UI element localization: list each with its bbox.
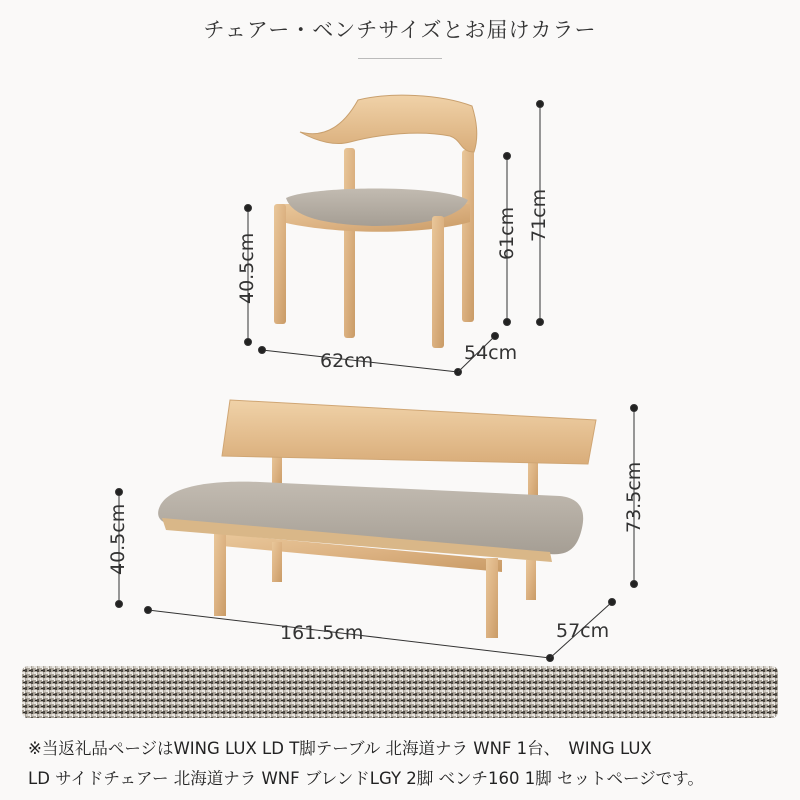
chair-drawing [274,95,477,348]
chair-seat-height-label: 40.5cm [236,232,258,304]
chair-arm-height-label: 61cm [496,206,518,260]
bench-seat-height-label: 40.5cm [107,503,129,575]
chair-total-height-label: 71cm [528,188,550,242]
page-title: チェアー・ベンチサイズとお届けカラー [203,18,597,42]
chair-depth-label: 54cm [464,342,518,364]
bench-total-height-label: 73.5cm [623,461,645,533]
bench-width-label: 161.5cm [280,622,364,644]
note-line-2: LD サイドチェアー 北海道ナラ WNF ブレンドLGY 2脚 ベンチ160 1脚 セットページです。 [28,769,704,788]
fabric-texture [22,666,778,718]
bench-depth-label: 57cm [556,620,610,642]
product-note [28,734,778,794]
note-line-1: ※当返礼品ページはWING LUX LD T脚テーブル 北海道ナラ WNF 1台、 WING LUX [28,739,652,758]
chair-width-label: 62cm [320,350,374,372]
bench-drawing [158,400,596,638]
fabric-swatch [22,666,778,718]
